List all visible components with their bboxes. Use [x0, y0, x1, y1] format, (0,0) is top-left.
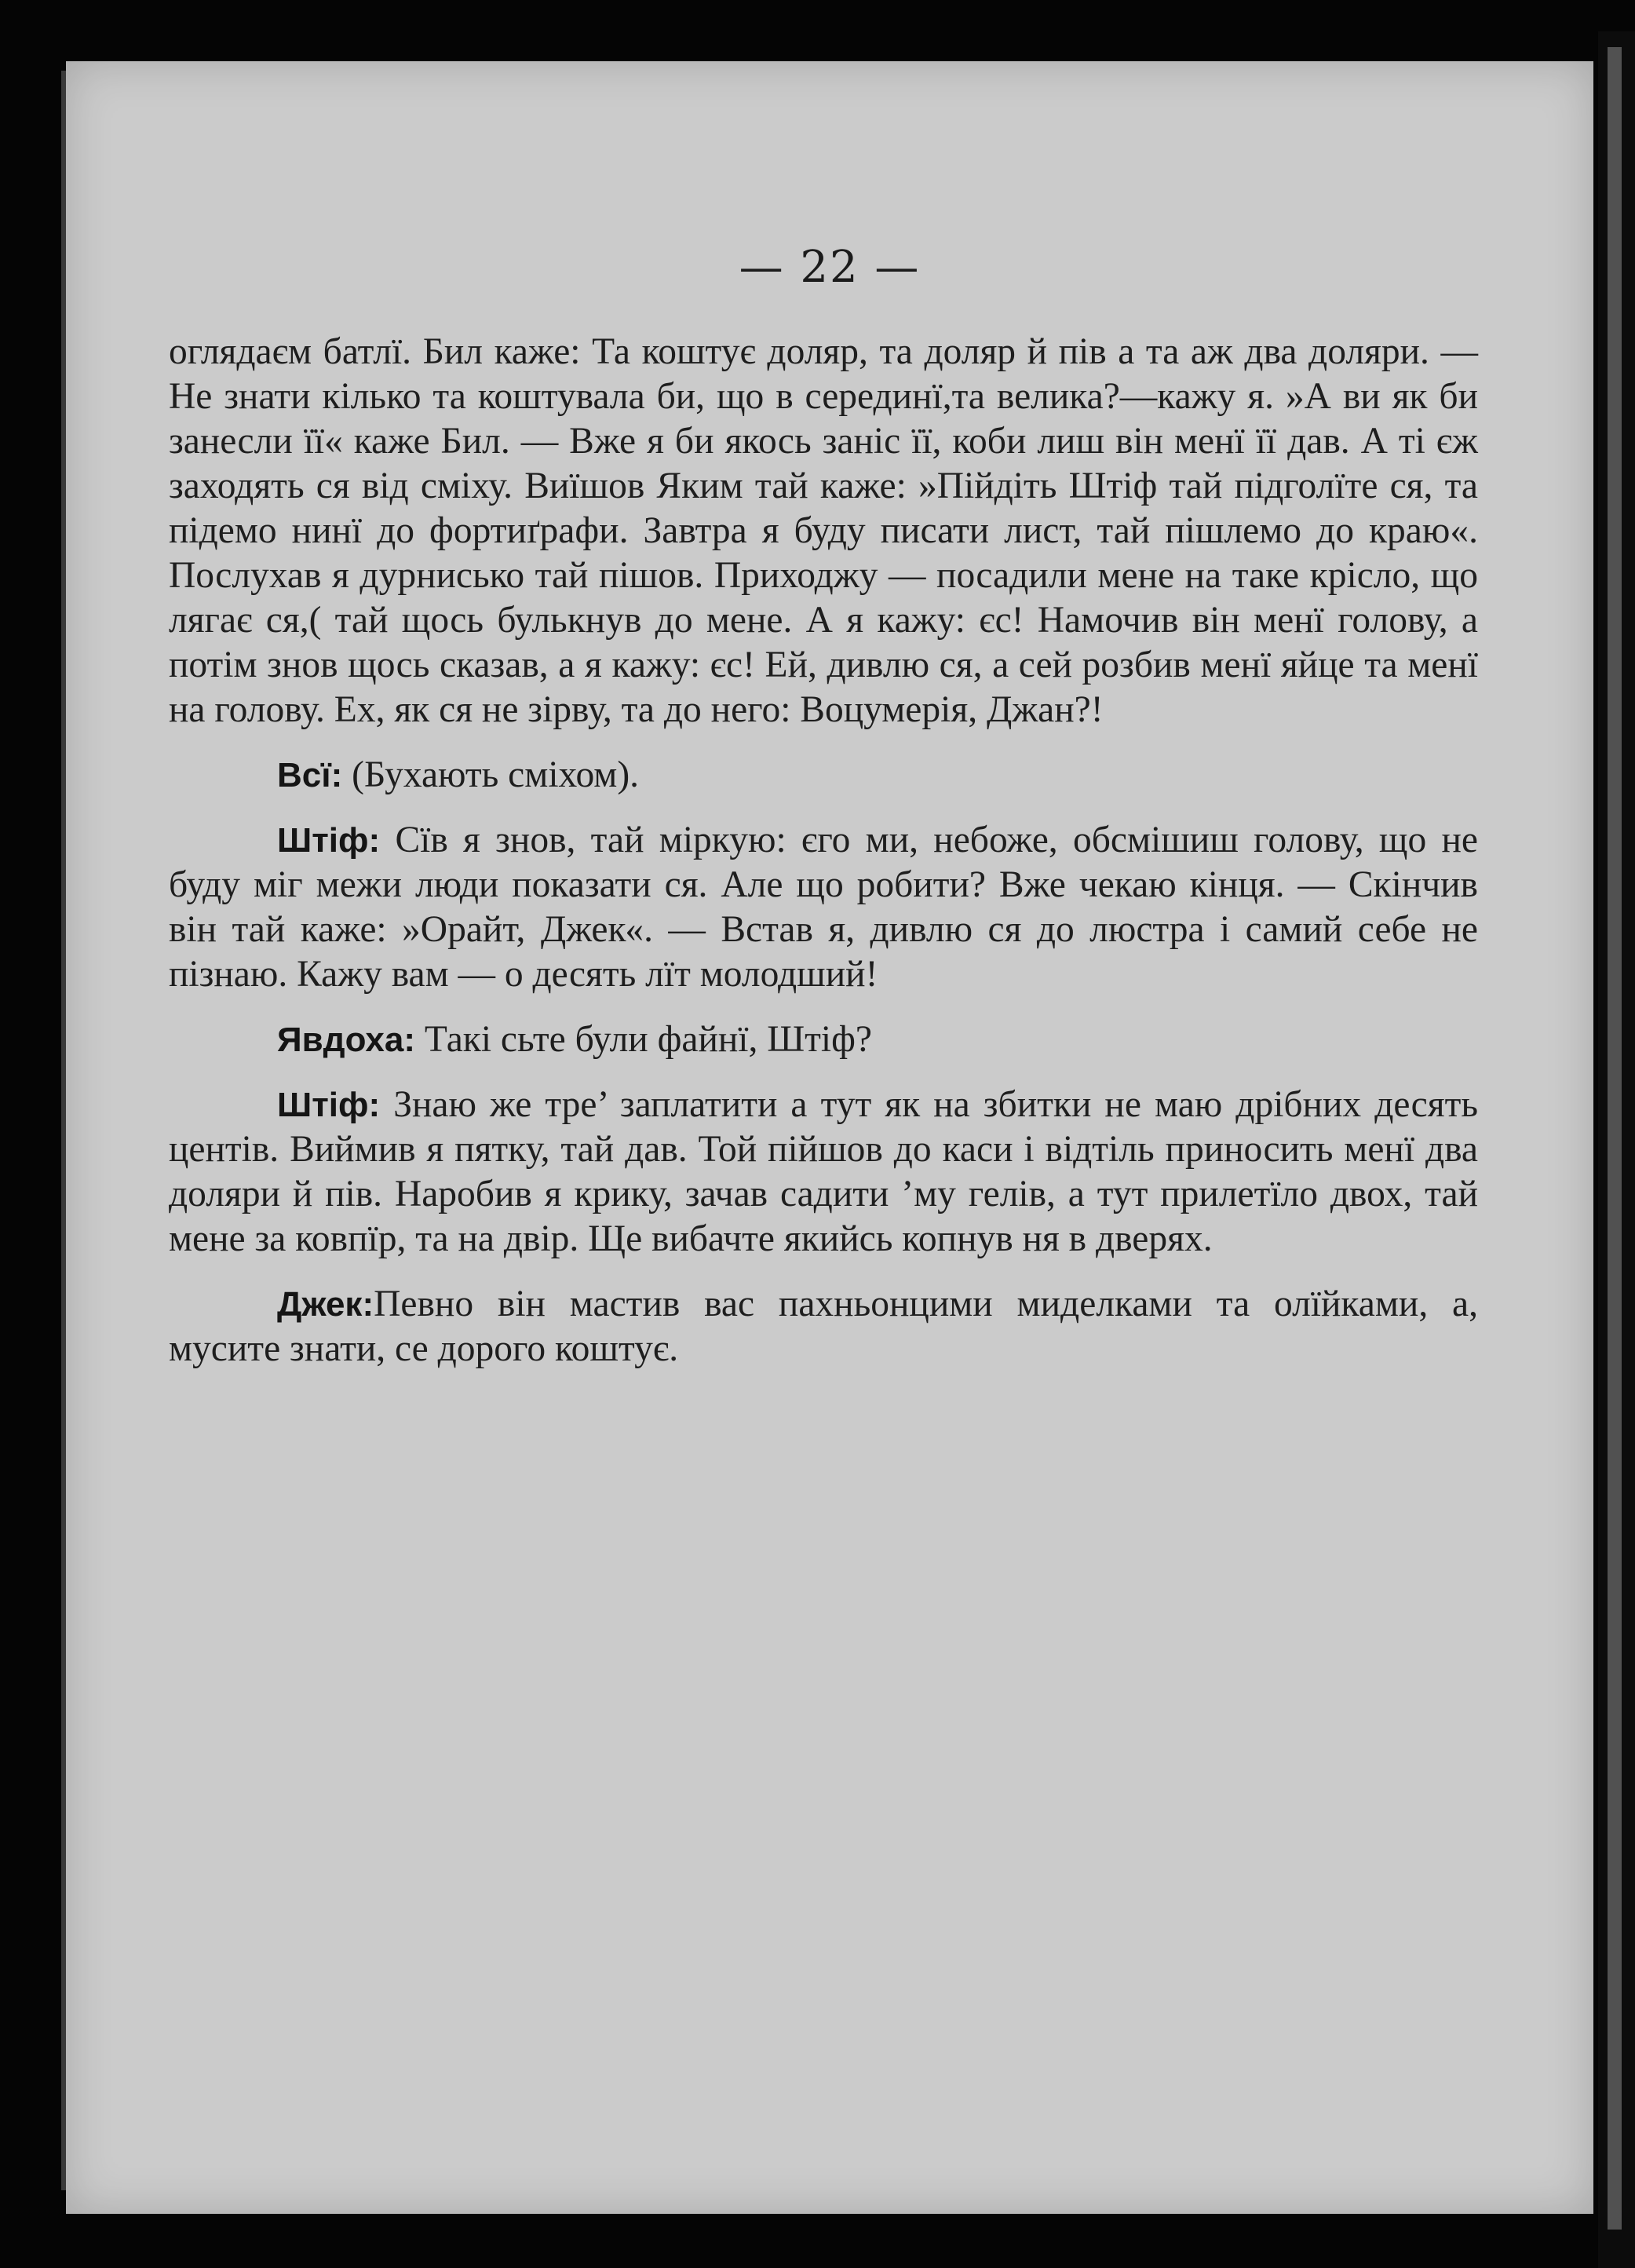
adjacent-page-sliver — [1608, 47, 1622, 2230]
speaker-name: Штіф: — [277, 821, 381, 860]
speaker-name: Джек: — [277, 1285, 374, 1324]
dialogue-text: (Бухають сміхом). — [352, 754, 640, 795]
dialogue-text: Такі сьте були файнї, Штіф? — [424, 1019, 872, 1060]
speaker-name: Штіф: — [277, 1086, 381, 1124]
speaker-name: Явдоха: — [277, 1021, 415, 1059]
dialogue-text: Сїв я знов, тай міркую: єго ми, небоже, обсмішиш голову, що не буду міг межи люди показати ся. Але що робити? Вже чекаю кінця. — Скінчив він тай каже: »Орайт, Джек«. — Встав я, дивлю ся до люстра і самий себе не пізнаю. Кажу вам — о десять лїт молодший! — [169, 820, 1479, 995]
page-number: — 22 — — [739, 242, 921, 293]
dialogue-line-yavdokha — [169, 1017, 1478, 1062]
dialogue-line-vsi — [169, 753, 1478, 798]
page-body-text — [169, 330, 1478, 1371]
dialogue-line-shtif-2 — [169, 1083, 1478, 1262]
paragraph-narrative: оглядаєм батлї. Бил каже: Та коштує доляр, та доляр й пів а та аж два доляри. — Не знати кілько та коштувала би, що в серединї,та велика?—кажу я. »А ви як би занесли її« каже Бил. — Вже я би якось заніс її, коби лиш він менї її дав. А ті єж заходять ся від сміху. Виїшов Яким тай каже: »Пійдіть Штіф тай підголїте ся, та підемо нинї до фортиґрафи. Завтра я буду писати лист, тай пішлемо до краю«. Послухав я дурнисько тай пішов. Приходжу — посадили мене на таке крісло, що лягає ся,( тай щось булькнув до мене. А я кажу: єс! Намочив він менї голову, а потім знов щось сказав, а я кажу: єс! Ей, дивлю ся, а сей розбив менї яйце та менї на голову. Ех, як ся не зірву, та до него: Воцумерія, Джан?! — [169, 331, 1478, 730]
dialogue-line-dzhek — [169, 1282, 1478, 1371]
dialogue-text: Знаю же тре’ заплатити а тут як на збитки не маю дрібних десять центів. Виймив я пятку, тай дав. Той пійшов до каси і відтіль приносить менї два доляри й пів. Наробив я крику, зачав садити ’му гелів, а тут прилетїло двох, тай мене за ковпїр, та на двір. Ще вибачте якийсь копнув ня в дверях. — [169, 1084, 1479, 1259]
dialogue-text: Певно він мастив вас пахньонцими миделками та олїйками, а, мусите знати, се дорого коштує. — [169, 1284, 1478, 1369]
speaker-name: Всї: — [277, 756, 343, 794]
dialogue-line-shtif-1 — [169, 818, 1478, 997]
